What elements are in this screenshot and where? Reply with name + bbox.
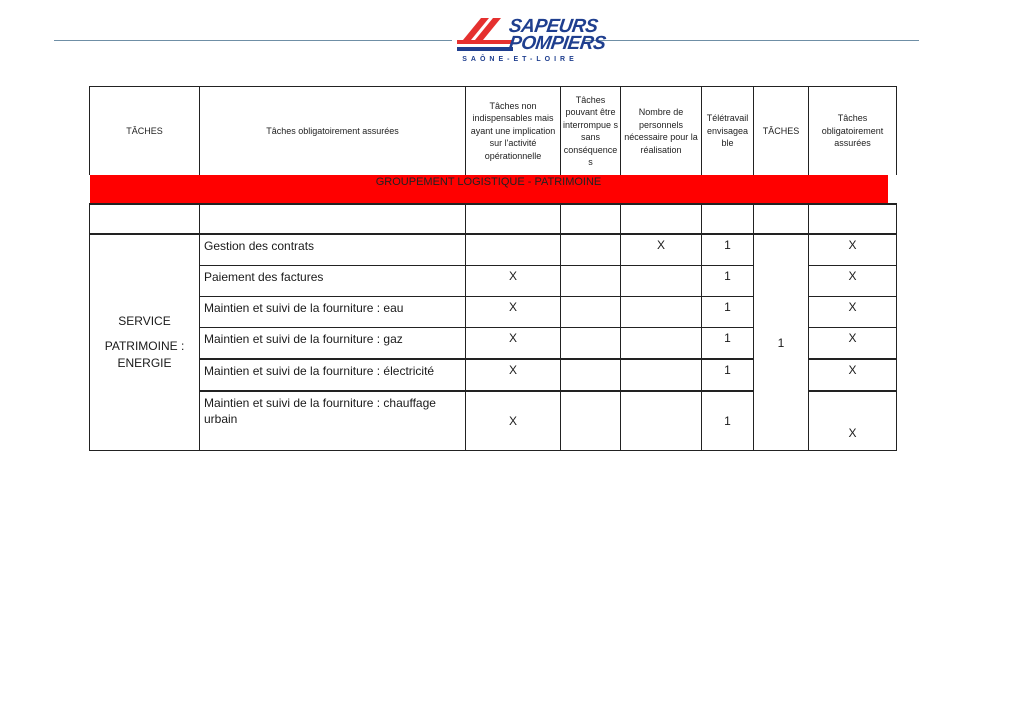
header-obligatoires-2: Tâches obligatoirement assurées <box>809 87 897 176</box>
header-non-indispensables: Tâches non indispensables mais ayant une implication sur l'activité opérationnelle <box>466 87 561 176</box>
table-row: SERVICE PATRIMOINE : ENERGIE Gestion des contrats X 1 1 X <box>90 234 897 266</box>
task-cell: Maintien et suivi de la fourniture : gaz <box>200 328 466 360</box>
header-obligatoires: Tâches obligatoirement assurées <box>200 87 466 176</box>
group-band <box>90 175 888 203</box>
service-cell <box>90 234 200 451</box>
header-teletravail: Télétravail envisagea ble <box>702 87 754 176</box>
empty-row <box>90 204 897 234</box>
header-taches: TÂCHES <box>90 87 200 176</box>
service-line2: PATRIMOINE : <box>104 339 185 353</box>
header-row <box>90 87 897 176</box>
logo-line1: SAPEURS <box>507 16 599 37</box>
table-row: Maintien et suivi de la fourniture : gaz X 1 X <box>90 328 897 360</box>
task-cell: Gestion des contrats <box>200 234 466 266</box>
table-row: Paiement des factures X 1 X <box>90 266 897 297</box>
group-band-title: GROUPEMENT LOGISTIQUE - PATRIMOINE <box>375 176 602 188</box>
service-line1: SERVICE <box>118 314 171 328</box>
header-rule-right <box>585 40 919 41</box>
task-cell: Maintien et suivi de la fourniture : eau <box>200 297 466 328</box>
task-cell: Maintien et suivi de la fourniture : électricité <box>200 359 466 391</box>
merged-taches-cell: 1 <box>754 234 809 451</box>
table-row: Maintien et suivi de la fourniture : électricité X 1 X <box>90 359 897 391</box>
header-nombre-personnels: Nombre de personnels nécessaire pour la réalisation <box>621 87 702 176</box>
logo-line2: POMPIERS <box>507 33 607 54</box>
logo-subline: SAÔNE-ET-LOIRE <box>462 56 578 63</box>
service-line3: ENERGIE <box>117 356 172 370</box>
flame-stripes-icon <box>455 16 515 56</box>
header-interrompues: Tâches pouvant être interrompue s sans conséquence s <box>561 87 621 176</box>
task-cell: Paiement des factures <box>200 266 466 297</box>
table-row: Maintien et suivi de la fourniture : chauffage urbain X 1 X <box>90 391 897 451</box>
sapeurs-pompiers-logo <box>455 14 607 68</box>
band-row <box>90 175 897 204</box>
table-row: Maintien et suivi de la fourniture : eau X 1 X <box>90 297 897 328</box>
header-taches-2: TÂCHES <box>754 87 809 176</box>
tasks-table <box>89 86 897 451</box>
task-cell: Maintien et suivi de la fourniture : chauffage urbain <box>200 391 466 451</box>
header-rule-left <box>54 40 452 41</box>
